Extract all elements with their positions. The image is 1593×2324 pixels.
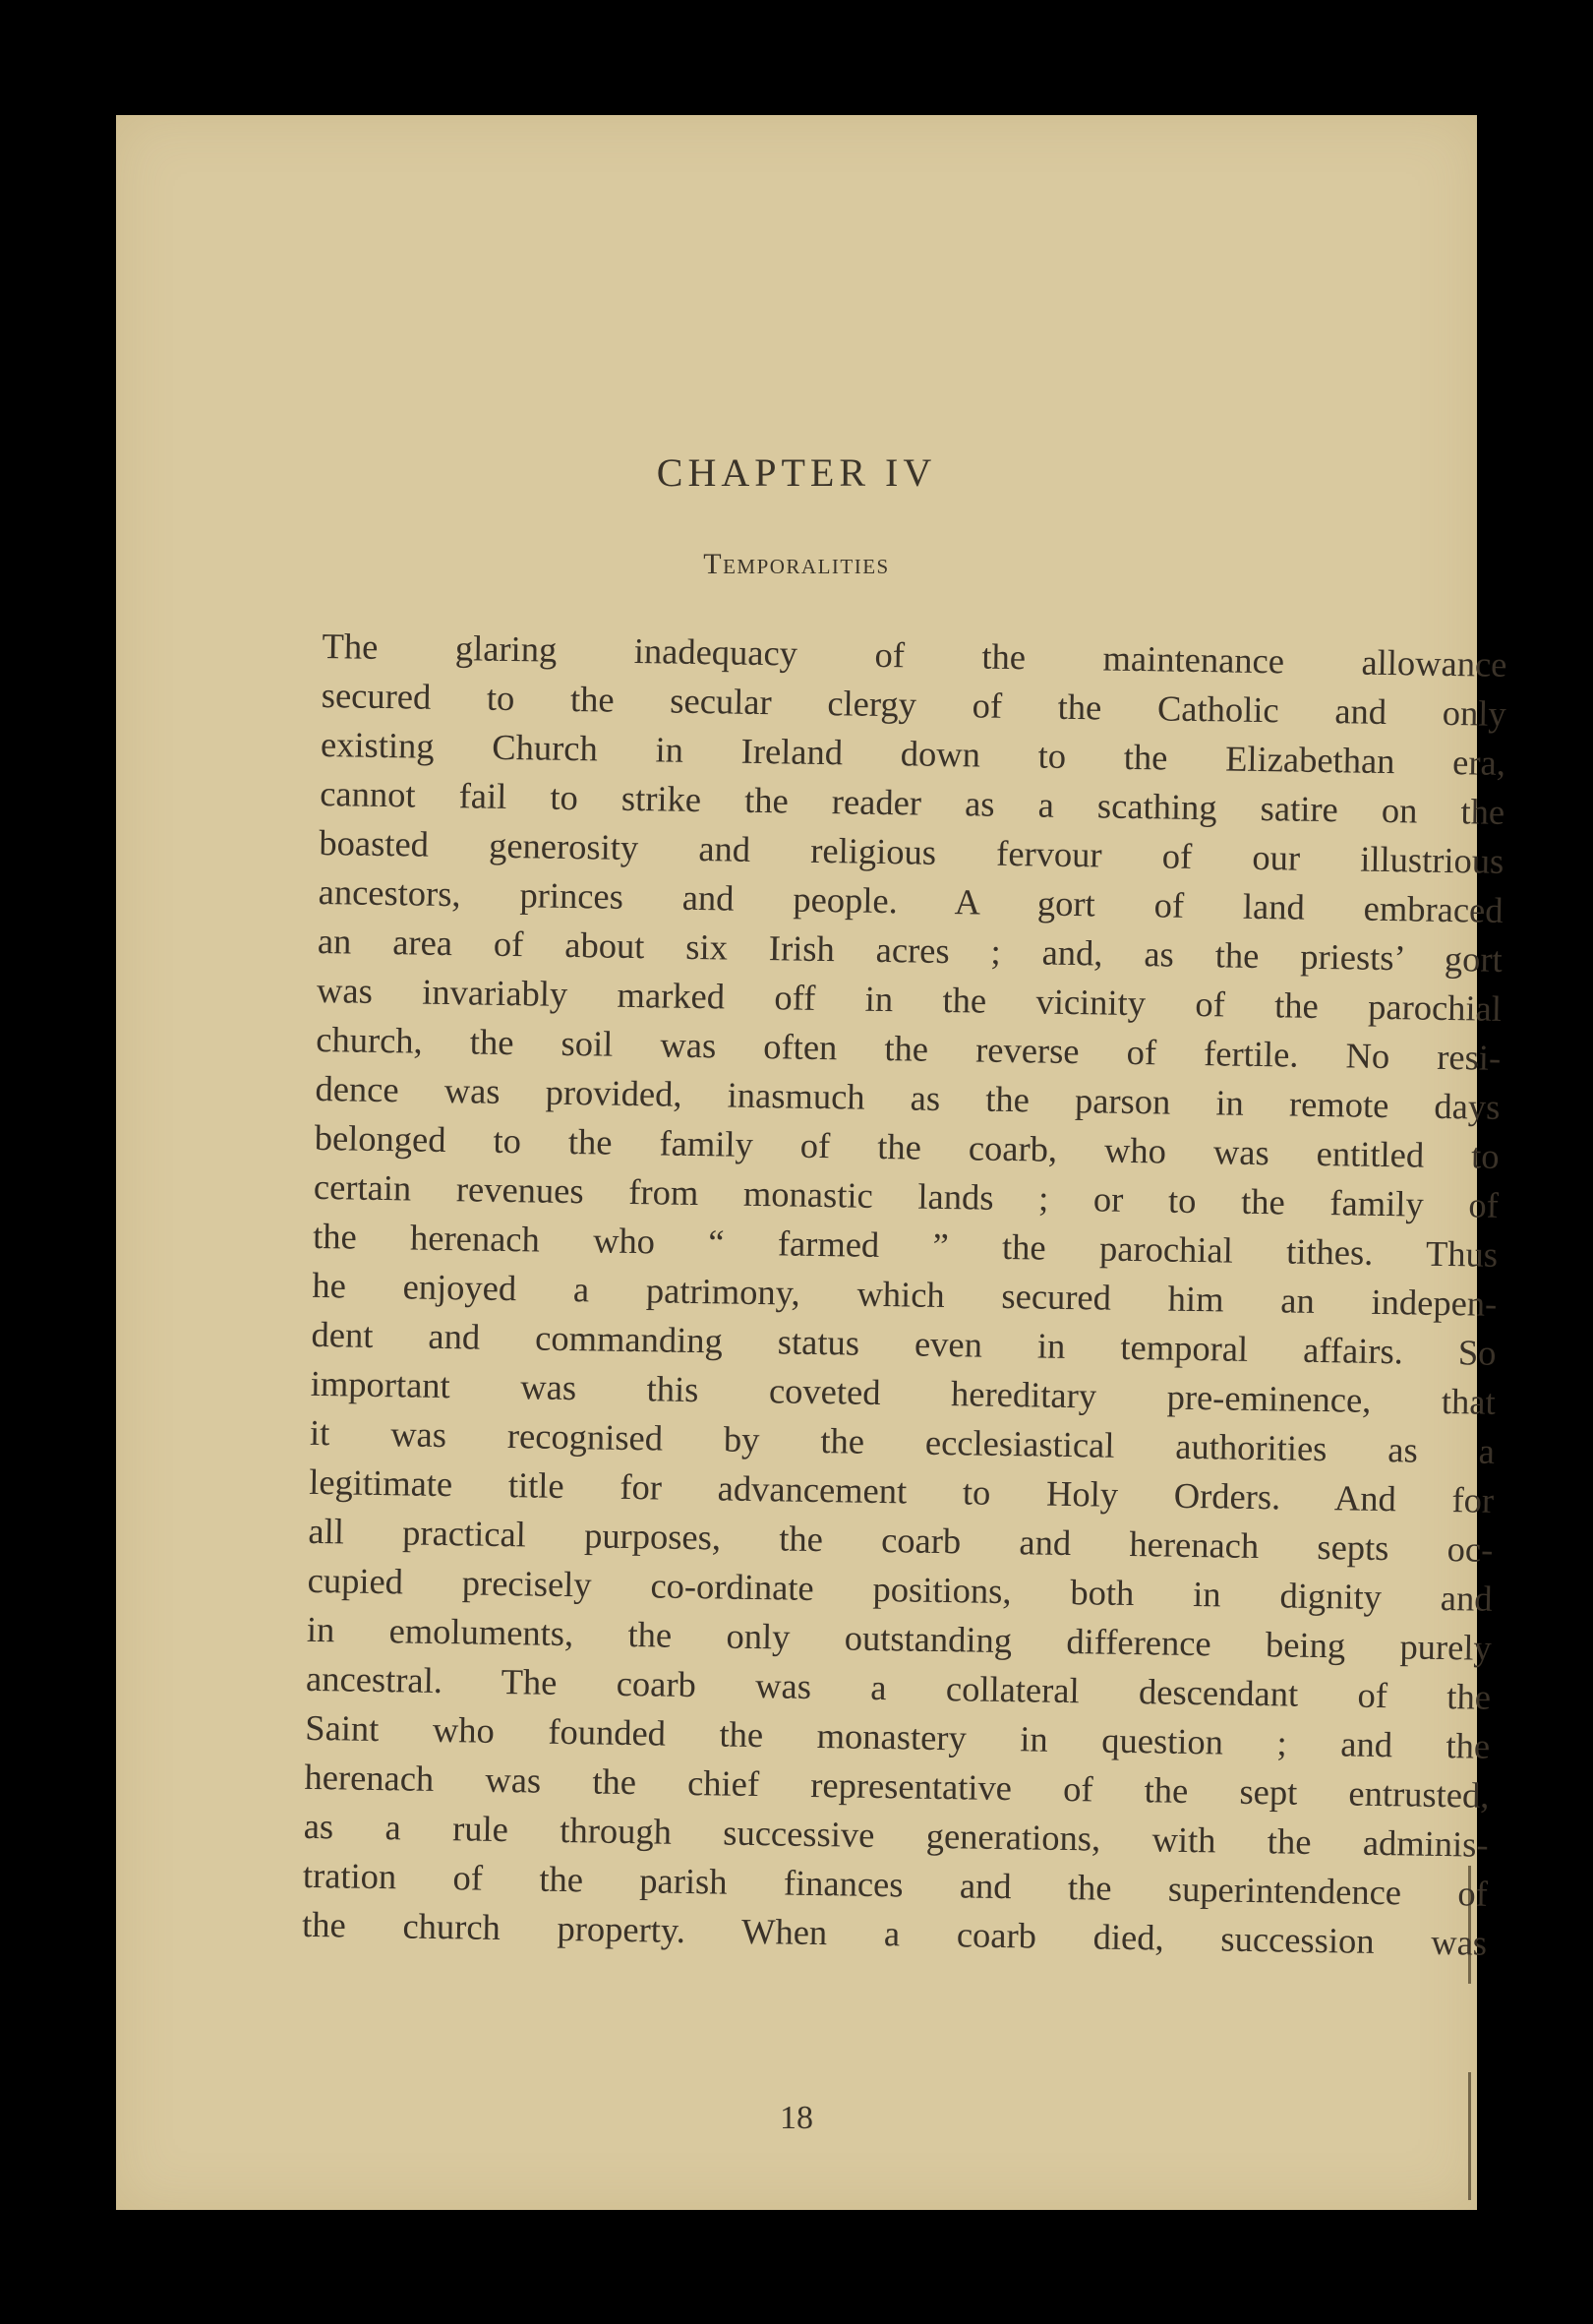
text-line: Saint who founded the monastery in question ; and the xyxy=(305,1706,1491,1766)
book-page xyxy=(116,115,1507,2210)
text-line: ancestral. The coarb was a collateral descendant of the xyxy=(305,1657,1492,1717)
text-line: as a rule through successive generations, with the adminis- xyxy=(303,1805,1489,1865)
section-heading: Temporalities xyxy=(703,548,890,580)
text-line: herenach was the chief representative of the sept entrusted, xyxy=(304,1756,1490,1816)
text-line: existing Church in Ireland down to the Elizabethan era, xyxy=(320,723,1506,783)
text-line: it was recognised by the ecclesiastical authorities as a xyxy=(309,1411,1496,1471)
text-line: tration of the parish finances and the superintendence of xyxy=(302,1854,1489,1914)
text-line: all practical purposes, the coarb and herenach septs oc- xyxy=(308,1510,1494,1570)
body-paragraph xyxy=(302,622,1507,1968)
text-line: an area of about six Irish acres ; and, as the priests’ gort xyxy=(317,920,1504,980)
text-line: secured to the secular clergy of the Catholic and only xyxy=(321,674,1507,734)
text-line: certain revenues from monastic lands ; or to the family of xyxy=(313,1165,1500,1225)
text-line: The glaring inadequacy of the maintenance allowance xyxy=(322,625,1507,685)
text-line: in emoluments, the only outstanding difference being purely xyxy=(306,1608,1493,1668)
text-line: belonged to the family of the coarb, who was entitled to xyxy=(314,1116,1500,1176)
text-line: legitimate title for advancement to Holy Orders. And for xyxy=(308,1460,1495,1520)
chapter-heading: CHAPTER IV xyxy=(656,450,937,495)
text-line: boasted generosity and religious fervour of our illustrious xyxy=(319,821,1504,881)
text-line: cannot fail to strike the reader as a scathing satire on the xyxy=(319,772,1505,832)
text-line: the herenach who “ farmed ” the parochial tithes. Thus xyxy=(312,1215,1499,1275)
page-number: 18 xyxy=(780,2100,813,2136)
text-line: cupied precisely co-ordinate positions, both in dignity and xyxy=(307,1559,1493,1619)
text-line: church, the soil was often the reverse of fertile. No resi- xyxy=(316,1018,1502,1078)
text-line: was invariably marked off in the vicinity of the parochial xyxy=(316,969,1503,1029)
text-line: dent and commanding status even in temporal affairs. So xyxy=(311,1313,1497,1373)
text-line: ancestors, princes and people. A gort of land embraced xyxy=(318,870,1504,930)
text-line: important was this coveted hereditary pre-eminence, that xyxy=(310,1362,1497,1422)
text-line: the church property. When a coarb died, succession was xyxy=(301,1903,1488,1963)
text-line: he enjoyed a patrimony, which secured him an indepen- xyxy=(312,1264,1498,1324)
text-line: dence was provided, inasmuch as the parson in remote days xyxy=(315,1067,1501,1127)
